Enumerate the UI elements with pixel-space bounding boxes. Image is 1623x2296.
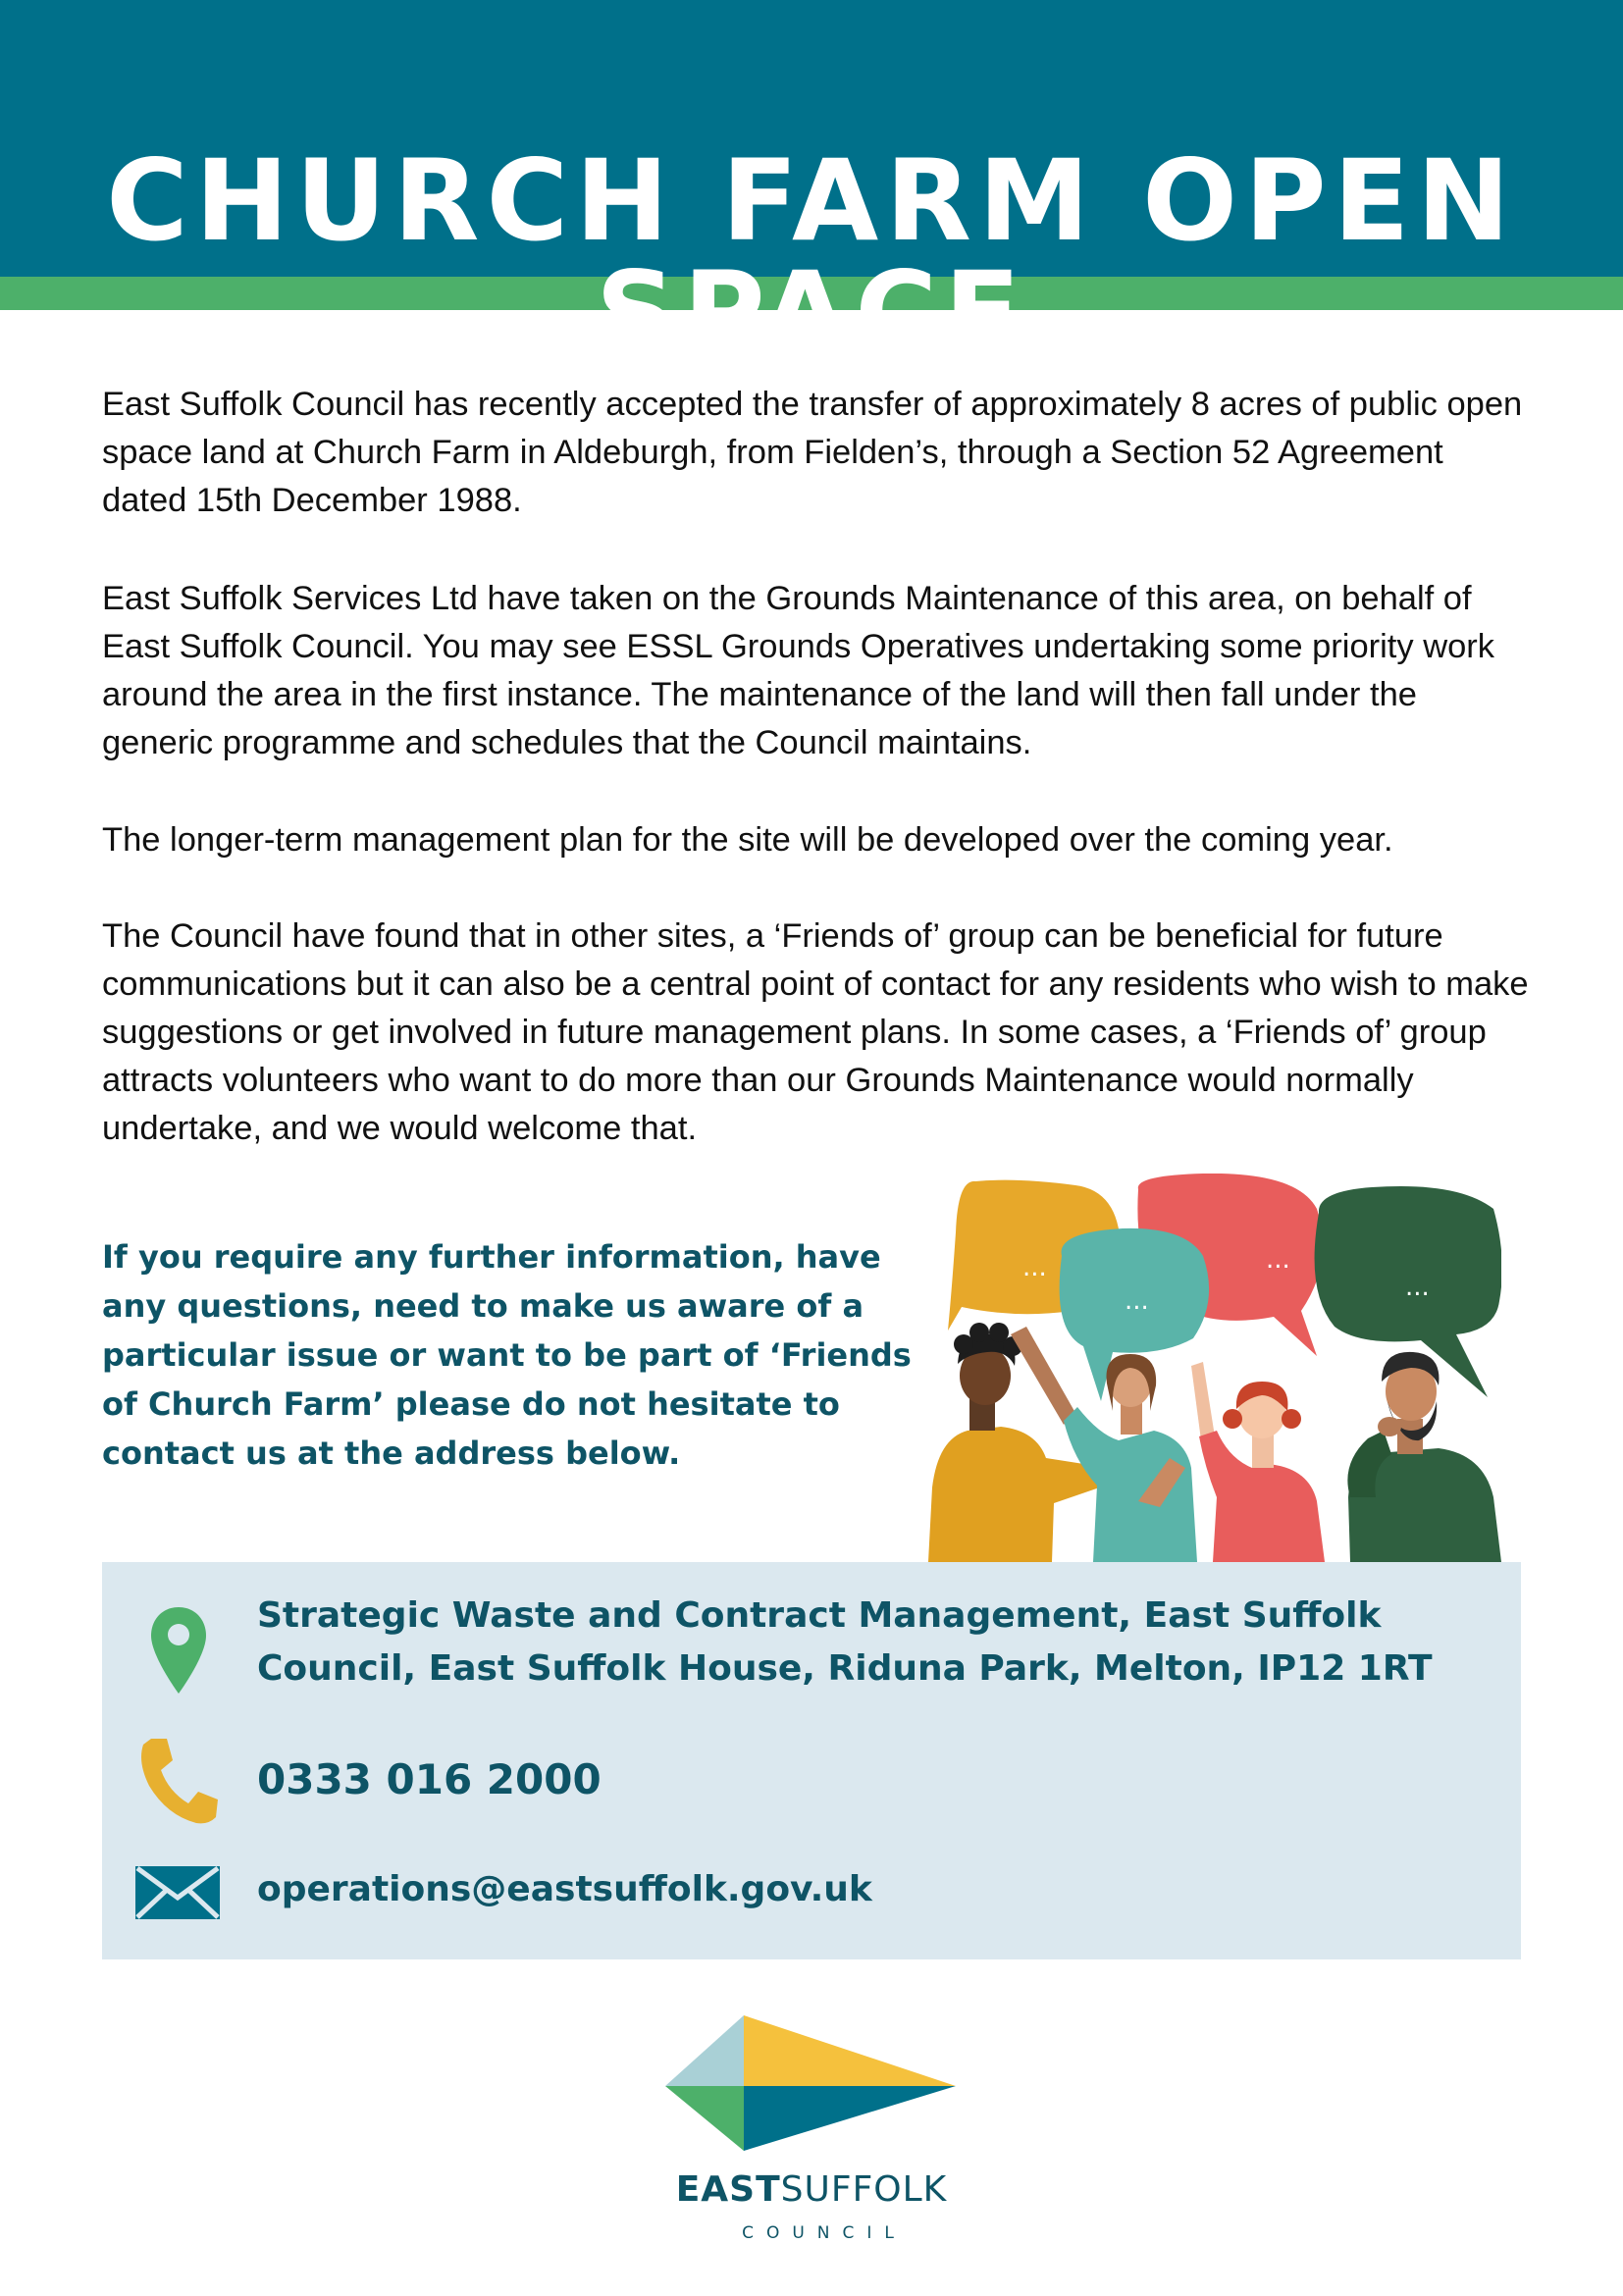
person-coral-top-icon: [1191, 1362, 1325, 1562]
location-pin-icon: [149, 1605, 208, 1696]
paragraph-maintenance: East Suffolk Services Ltd have taken on the Grounds Maintenance of this area, on behalf of East Suffolk Council. You may see ESSL Grounds Operatives undertaking some priority work around the area in the first instance. The maintenance of the land will then fall under the generic programme and schedules that the Council maintains.: [102, 580, 1495, 761]
people-talking-illustration: [928, 1174, 1501, 1562]
paragraph-management-plan: The longer-term management plan for the site will be developed over the coming year.: [102, 821, 1393, 859]
envelope-icon: [133, 1864, 222, 1921]
phone-icon: [137, 1735, 220, 1825]
page-title: CHURCH FARM OPEN SPACE: [106, 135, 1517, 379]
call-to-action: If you require any further information, have any questions, need to make us aware of a particular issue or want to be part of ‘Friends of Church Farm’ please do not hesitate to contact us at the address below.: [102, 1238, 912, 1472]
logo-wordmark: [550, 2170, 1073, 2210]
paragraph-transfer: East Suffolk Council has recently accepted the transfer of approximately 8 acres of public open space land at Church Farm in Aldeburgh, from Fielden’s, through a Section 52 Agreement dated 15th December 1988.: [102, 386, 1523, 519]
contact-phone[interactable]: 0333 016 2000: [257, 1755, 602, 1803]
bubble-dots: ...: [1266, 1245, 1290, 1275]
bubble-dots: ...: [1405, 1273, 1430, 1302]
bubble-dots: ...: [1022, 1253, 1047, 1282]
paragraph-friends-group: The Council have found that in other sites, a ‘Friends of’ group can be beneficial for future communications but it can also be a central point of contact for any residents who wish to make suggestions or get involved in future management plans. In some cases, a ‘Friends of’ group attracts volunteers who want to do more than our Grounds Maintenance would normally undertake, and we would welcome that.: [102, 917, 1529, 1147]
logo-wordmark-suffolk: SUFFOLK: [780, 2169, 948, 2210]
contact-email[interactable]: operations@eastsuffolk.gov.uk: [257, 1869, 872, 1909]
bubble-dots: ...: [1125, 1286, 1149, 1316]
logo-subtitle: COUNCIL: [742, 2223, 907, 2243]
contact-address: Strategic Waste and Contract Management, East Suffolk Council, East Suffolk House, Riduna Park, Melton, IP12 1RT: [257, 1595, 1433, 1689]
logo-wordmark-east: EAST: [675, 2169, 781, 2210]
